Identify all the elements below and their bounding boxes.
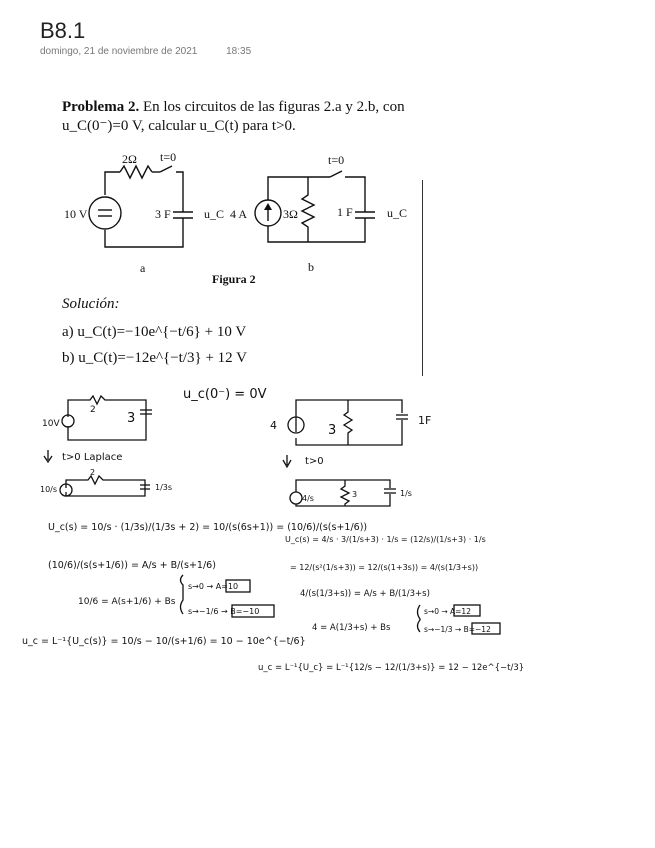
hw-a-s1: s→−1/6 → B=−10 [188,607,260,616]
page-date: domingo, 21 de noviembre de 2021 [40,46,198,57]
hw-a-lap-src: 10/s [40,485,58,494]
hw-b-s1: s→−1/3 → B=−12 [424,625,491,634]
fig-b-caption: b [308,260,314,274]
hw-b-lap-r: 3 [352,490,358,499]
b-src-label: 4 A [230,207,248,221]
hw-b-res: u_c = L⁻¹{U_c} = L⁻¹{12/s − 12/(1/3+s)} = 12 − 12e^{−t/3} [258,663,525,673]
hw-a-eq1: U_c(s) = 10/s · (1/3s)/(1/3s + 2) = 10/(s(6s+1)) = (10/6)/(s(s+1/6)) [48,522,368,533]
hw-b-r: 3 [328,423,337,438]
hw-a-eq2: (10/6)/(s(s+1/6)) = A/s + B/(s+1/6) [48,560,216,571]
hw-ic: u_c(0⁻) = 0V [183,387,267,402]
hw-a-lap-c: 1/3s [155,483,173,492]
a-resistor-label: 2Ω [122,152,137,166]
b-out-label: u_C [387,206,408,220]
problem-text: En los circuitos de las figuras 2.a y 2.b, con [142,99,405,115]
hw-a-lap-r: 2 [90,468,96,477]
problem-statement [62,98,422,136]
hw-a-r: 2 [90,405,96,415]
solution-heading: Solución: [62,296,120,312]
b-switch-label: t=0 [328,153,345,167]
hw-a-s0: s→0 → A=10 [188,582,239,591]
figure-caption: Figura 2 [212,272,256,286]
hw-b-step: t>0 [305,456,324,467]
solution-b: b) u_C(t)=−12e^{−t/3} + 12 V [62,350,247,366]
hw-a-step: t>0 Laplace [62,452,123,463]
b-cap-label: 1 F [337,205,353,219]
page-meta [40,46,277,57]
fig-a-caption: a [140,261,146,275]
problem-text2: u_C(0⁻)=0 V, calcular u_C(t) para t>0. [62,118,296,134]
hw-b-eq2: = 12/(s²(1/s+3)) = 12/(s(1+3s)) = 4/(s(1/3+s)) [290,563,479,572]
hw-b-lap-src: 4/s [302,494,314,503]
a-out-label: u_C [204,207,225,221]
a-cap-label: 3 F [155,207,171,221]
page-title: B8.1 [40,18,86,43]
hw-b-c: 1F [418,414,432,427]
b-r-label: 3Ω [283,207,298,221]
solution-a: a) u_C(t)=−10e^{−t/6} + 10 V [62,324,247,340]
hw-b-eq1: U_c(s) = 4/s · 3/(1/s+3) · 1/s = (12/s)/(1/s+3) · 1/s [285,535,486,544]
page-time: 18:35 [226,46,252,57]
hw-a-res: u_c = L⁻¹{U_c(s)} = 10/s − 10/(s+1/6) = 10 − 10e^{−t/6} [22,636,306,647]
hw-b-src: 4 [270,419,277,432]
hw-a-eq3: 10/6 = A(s+1/6) + Bs [78,597,176,607]
hw-b-eq3: 4/(s(1/3+s)) = A/s + B/(1/3+s) [300,589,430,599]
hw-b-lap-c: 1/s [400,489,412,498]
hw-b-eq4: 4 = A(1/3+s) + Bs [312,623,391,633]
a-switch-label: t=0 [160,150,177,164]
hw-a-c: 3 [127,411,136,426]
a-source-label: 10 V [64,207,88,221]
problem-label: Problema 2. [62,99,140,115]
hw-a-source: 10V [42,419,60,429]
hw-b-s0: s→0 → A=12 [424,607,471,616]
handwritten-notes [0,380,655,700]
scan-edge [422,180,423,376]
